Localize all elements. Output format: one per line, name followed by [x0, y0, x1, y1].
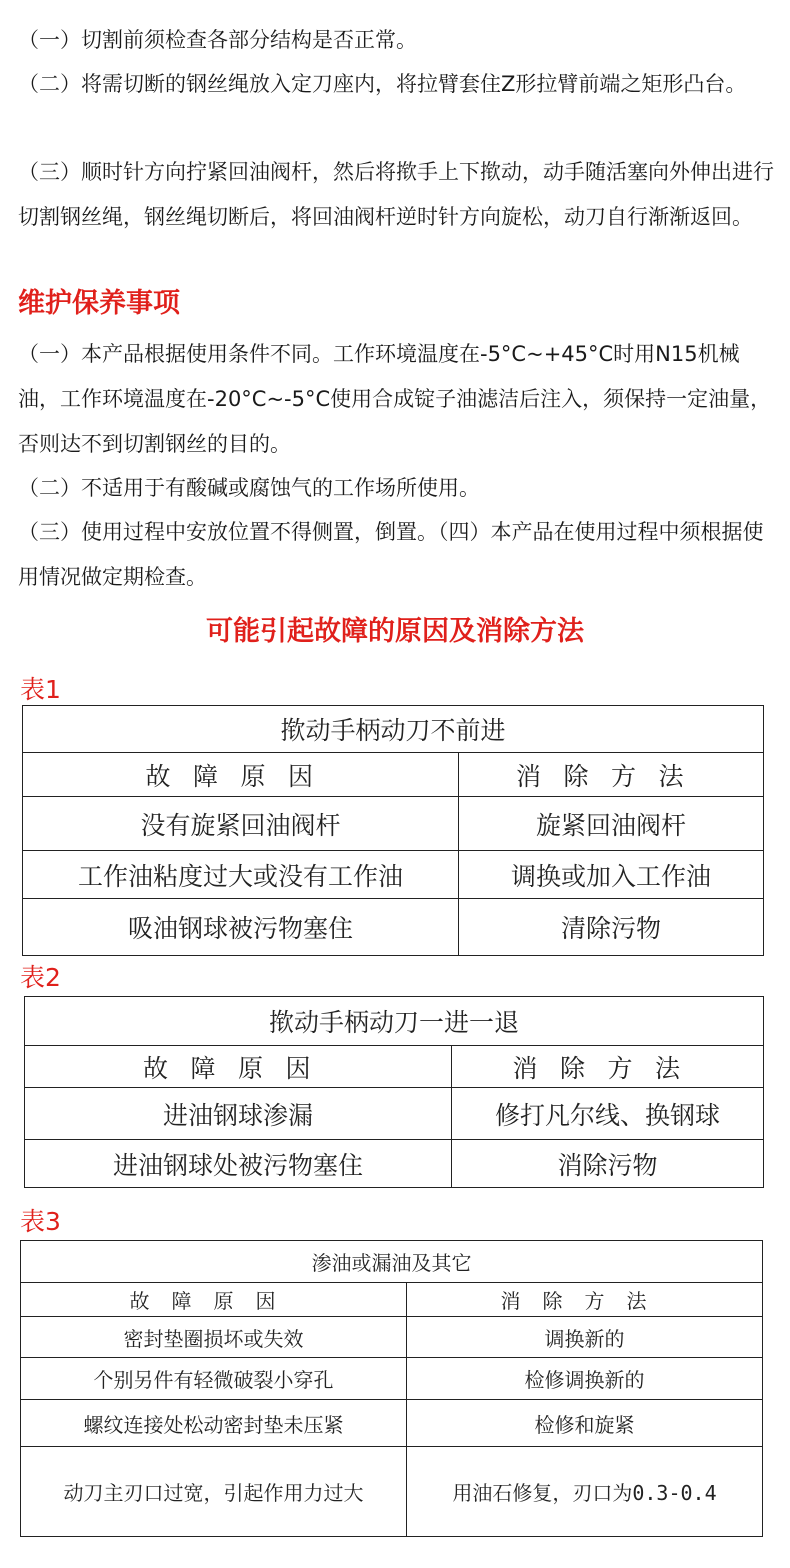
- table1: [22, 705, 764, 956]
- table3-label: 表3: [20, 1207, 61, 1236]
- table1-header-cause: 故障原因: [23, 753, 459, 797]
- table3-cause-cell: 密封垫圈损坏或失效: [21, 1317, 407, 1358]
- table3-cause-cell: 动刀主刃口过宽，引起作用力过大: [21, 1447, 407, 1537]
- table1-header-fix: 消除方法: [459, 753, 764, 797]
- intro-paragraph-1: （一）切割前须检查各部分结构是否正常。: [18, 28, 417, 52]
- table2-cause-cell: 进油钢球处被污物塞住: [25, 1140, 452, 1188]
- table2-fix-cell: 修打凡尔线、换钢球: [452, 1088, 764, 1140]
- table3-header-fix: 消除方法: [407, 1283, 763, 1317]
- table2: [24, 996, 764, 1188]
- table3-fix-cell: 调换新的: [407, 1317, 763, 1358]
- table2-header-cause: 故障原因: [25, 1046, 452, 1088]
- maintenance-paragraph-2: （二）不适用于有酸碱或腐蚀气的工作场所使用。: [18, 476, 480, 500]
- table1-fix-cell: 清除污物: [459, 899, 764, 956]
- table3: [20, 1240, 763, 1537]
- maintenance-paragraph-3: （三）使用过程中安放位置不得侧置，倒置。（四）本产品在使用过程中须根据使用情况做定期检查。: [18, 520, 764, 589]
- table2-label: 表2: [20, 963, 61, 992]
- table1-cause-cell: 没有旋紧回油阀杆: [23, 797, 459, 851]
- table2-header-fix: 消除方法: [452, 1046, 764, 1088]
- table1-cause-cell: 吸油钢球被污物塞住: [23, 899, 459, 956]
- table1-fix-cell: 调换或加入工作油: [459, 851, 764, 899]
- table2-title: 揿动手柄动刀一进一退: [25, 997, 764, 1046]
- intro-paragraph-3: （三）顺时针方向拧紧回油阀杆，然后将揿手上下揿动，动手随活塞向外伸出进行切割钢丝绳，钢丝绳切断后，将回油阀杆逆时针方向旋松，动刀自行渐渐返回。: [18, 160, 774, 229]
- table3-cause-cell: 个别另件有轻微破裂小穿孔: [21, 1358, 407, 1400]
- table2-fix-cell: 消除污物: [452, 1140, 764, 1188]
- table3-fix-cell: 检修和旋紧: [407, 1400, 763, 1447]
- table3-header-cause: 故障原因: [21, 1283, 407, 1317]
- table3-fix-cell: 用油石修复，刃口为0.3-0.4: [407, 1447, 763, 1537]
- table1-cause-cell: 工作油粘度过大或没有工作油: [23, 851, 459, 899]
- table3-cause-cell: 螺纹连接处松动密封垫未压紧: [21, 1400, 407, 1447]
- faults-heading: 可能引起故障的原因及消除方法: [206, 616, 584, 647]
- maintenance-heading: 维护保养事项: [18, 288, 180, 319]
- intro-paragraph-2: （二）将需切断的钢丝绳放入定刀座内，将拉臂套住Z形拉臂前端之矩形凸台。: [18, 72, 747, 96]
- table1-fix-cell: 旋紧回油阀杆: [459, 797, 764, 851]
- table2-cause-cell: 进油钢球渗漏: [25, 1088, 452, 1140]
- table3-title: 渗油或漏油及其它: [21, 1241, 763, 1283]
- table1-label: 表1: [20, 675, 61, 704]
- maintenance-paragraph-1: （一）本产品根据使用条件不同。工作环境温度在-5°C~+45°C时用N15机械油，工作环境温度在-20°C~-5°C使用合成锭子油滤洁后注入，须保持一定油量，否则达不到切割钢丝的目的。: [18, 342, 772, 456]
- table1-title: 揿动手柄动刀不前进: [23, 706, 764, 753]
- table3-fix-cell: 检修调换新的: [407, 1358, 763, 1400]
